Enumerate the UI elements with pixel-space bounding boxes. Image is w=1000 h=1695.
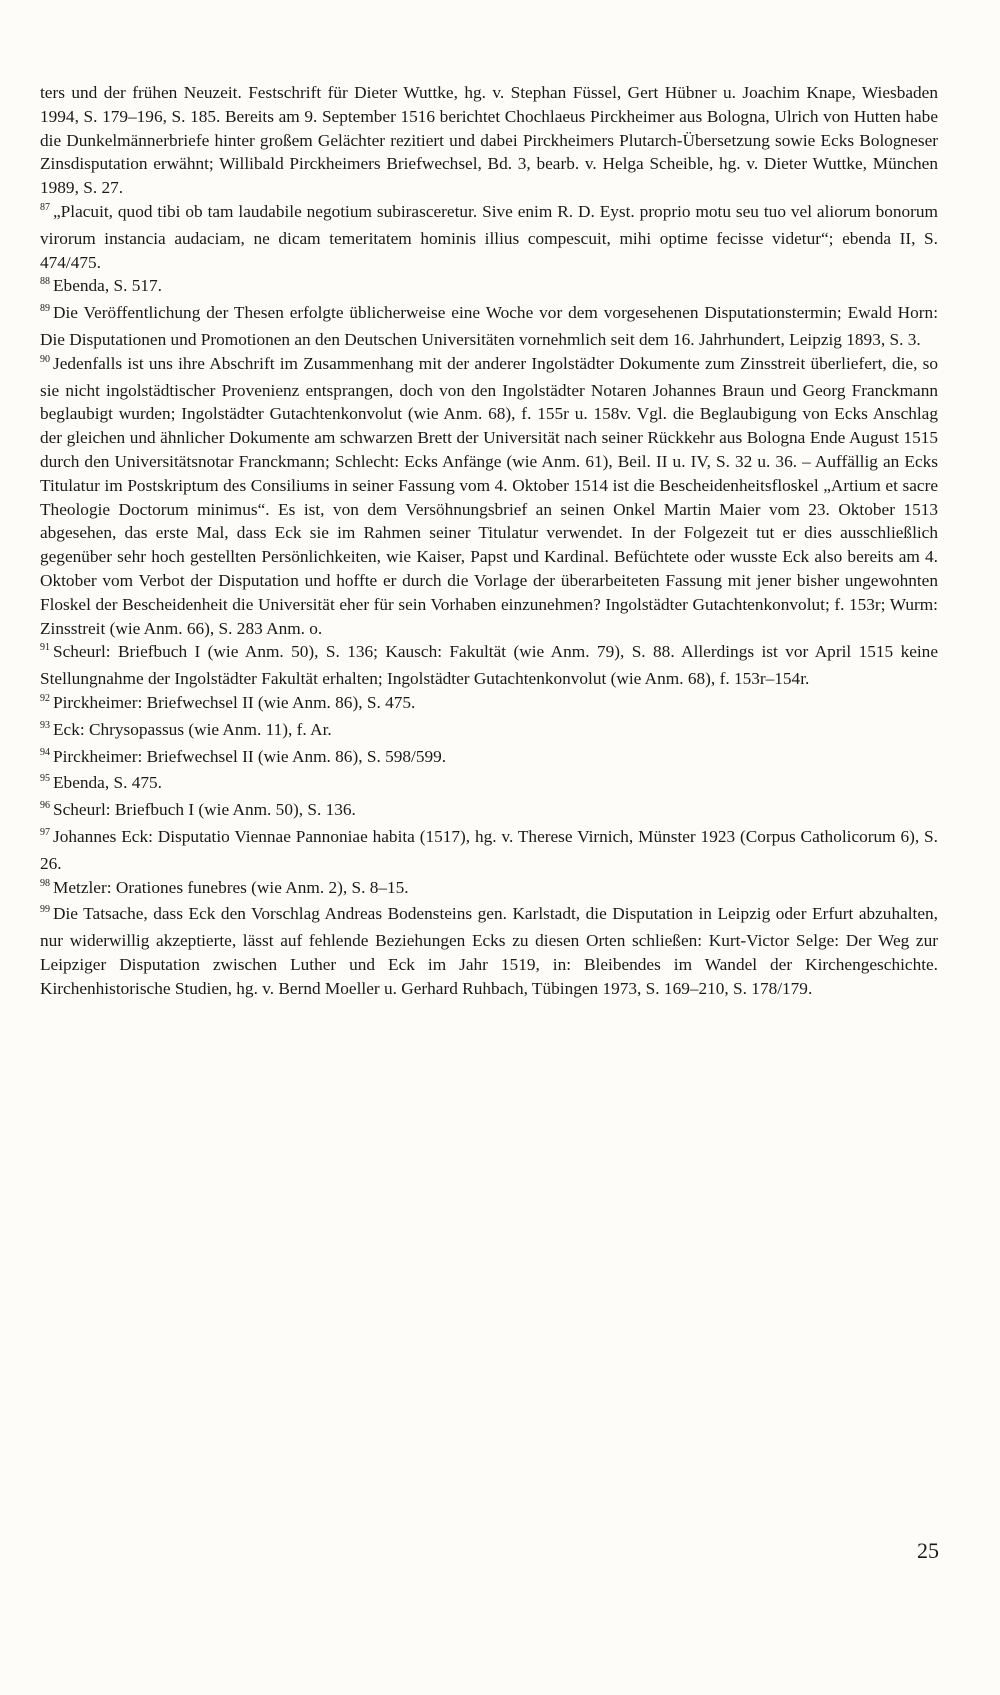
footnote-95 bbox=[40, 771, 938, 798]
footnotes-block bbox=[40, 81, 938, 1000]
footnote-number: 89 bbox=[40, 303, 50, 315]
footnote-number: 90 bbox=[40, 353, 50, 365]
footnote-text: Ebenda, S. 475. bbox=[53, 773, 162, 793]
footnote-text: Eck: Chrysopassus (wie Anm. 11), f. Ar. bbox=[53, 719, 332, 739]
footnote-96 bbox=[40, 798, 938, 825]
footnote-number: 87 bbox=[40, 201, 50, 213]
page-number: 25 bbox=[917, 1538, 939, 1563]
footnote-text: Die Tatsache, dass Eck den Vorschlag Andreas Bodensteins gen. Karlstadt, die Disputation in Leipzig oder Erfurt abzuhalten, nur widerwillig akzeptierte, lässt auf fehlende Beziehungen Ecks zu diesen Orten schließen: Kurt-Victor Selge: Der Weg zur Leipziger Disputation zwischen Luther und Eck im Jahr 1519, in: Bleibendes im Wandel der Kirchengeschichte. Kirchenhistorische Studien, hg. v. Bernd Moeller u. Gerhard Ruhbach, Tübingen 1973, S. 169–210, S. 178/179. bbox=[40, 904, 938, 998]
footnote-text: Scheurl: Briefbuch I (wie Anm. 50), S. 136. bbox=[53, 800, 356, 820]
footnote-number: 88 bbox=[40, 276, 50, 288]
footnote-text: Pirckheimer: Briefwechsel II (wie Anm. 86), S. 475. bbox=[53, 692, 416, 712]
footnote-94 bbox=[40, 745, 938, 772]
footnote-text: „Placuit, quod tibi ob tam laudabile negotium subirasceretur. Sive enim R. D. Eyst. proprio motu seu tuo vel aliorum bonorum virorum instancia audaciam, ne dicam temeritatem hominis illius compescuit, mihi optime fecisse videtur“; ebenda II, S. 474/475. bbox=[40, 201, 938, 272]
footnote-number: 96 bbox=[40, 800, 50, 812]
footnote-92 bbox=[40, 691, 938, 718]
footnote-number: 93 bbox=[40, 719, 50, 731]
footnote-97 bbox=[40, 825, 938, 876]
footnote-text: ters und der frühen Neuzeit. Festschrift für Dieter Wuttke, hg. v. Stephan Füssel, Gert Hübner u. Joachim Knape, Wiesbaden 1994, S. 179–196, S. 185. Bereits am 9. September 1516 berichtet Chochlaeus Pirckheimer aus Bologna, Ulrich von Hutten habe die Dunkelmännerbriefe hinter großem Gelächter rezitiert und dabei Pirckheimers Plutarch-Übersetzung sowie Ecks Bologneser Zinsdisputation erwähnt; Willibald Pirckheimers Briefwechsel, Bd. 3, bearb. v. Helga Scheible, hg. v. Dieter Wuttke, München 1989, S. 27. bbox=[40, 83, 938, 198]
footnote-99 bbox=[40, 902, 938, 1000]
footnote-number: 91 bbox=[40, 642, 50, 654]
footnote-text: Die Veröffentlichung der Thesen erfolgte üblicherweise eine Woche vor dem vorgesehenen Disputationstermin; Ewald Horn: Die Disputationen und Promotionen an den Deutschen Universitäten vornehmlich seit dem 16. Jahrhundert, Leipzig 1893, S. 3. bbox=[40, 303, 938, 349]
footnote-87 bbox=[40, 200, 938, 274]
footnote-number: 94 bbox=[40, 746, 50, 758]
footnote-text: Scheurl: Briefbuch I (wie Anm. 50), S. 136; Kausch: Fakultät (wie Anm. 79), S. 88. Allerdings ist vor April 1515 keine Stellungnahme der Ingolstädter Fakultät erhalten; Ingolstädter Gutachtenkonvolut (wie Anm. 68), f. 153r–154r. bbox=[40, 642, 938, 689]
footnote-93 bbox=[40, 718, 938, 745]
footnote-text: Ebenda, S. 517. bbox=[53, 276, 162, 296]
footnote-continuation bbox=[40, 81, 938, 200]
footnote-number: 98 bbox=[40, 877, 50, 889]
footnote-text: Johannes Eck: Disputatio Viennae Pannoniae habita (1517), hg. v. Therese Virnich, Münster 1923 (Corpus Catholicorum 6), S. 26. bbox=[40, 826, 938, 873]
footnote-89 bbox=[40, 301, 938, 352]
footnote-number: 97 bbox=[40, 826, 50, 838]
footnote-88 bbox=[40, 274, 938, 301]
footnote-98 bbox=[40, 876, 938, 903]
footnote-number: 92 bbox=[40, 692, 50, 704]
footnote-text: Metzler: Orationes funebres (wie Anm. 2), S. 8–15. bbox=[53, 877, 409, 897]
footnote-text: Pirckheimer: Briefwechsel II (wie Anm. 86), S. 598/599. bbox=[53, 746, 447, 766]
footnote-text: Jedenfalls ist uns ihre Abschrift im Zusammenhang mit der anderer Ingolstädter Dokumente zum Zinsstreit überliefert, die, so sie nicht ingolstädtischer Provenienz entsprangen, doch von den Ingolstädter Notaren Johannes Braun und Georg Franckmann beglaubigt wurden; Ingolstädter Gutachtenkonvolut (wie Anm. 68), f. 155r u. 158v. Vgl. die Beglaubigung von Ecks Anschlag der gleichen und ähnlicher Dokumente am schwarzen Brett der Universität nach seiner Rückkehr aus Bologna Ende August 1515 durch den Universitätsnotar Franckmann; Schlecht: Ecks Anfänge (wie Anm. 61), Beil. II u. IV, S. 32 u. 36. – Auffällig an Ecks Titulatur im Postskriptum des Consiliums in seiner Fassung vom 4. Oktober 1514 ist die Bescheidenheitsfloskel „Artium et sacre Theologie Doctorum minimus“. Es ist, von dem Versöhnungsbrief an seinen Onkel Martin Maier vom 23. Oktober 1513 abgesehen, das erste Mal, dass Eck sie im Rahmen seiner Titulatur verwendet. In der Folgezeit tut er dies ausschließlich gegenüber sehr hoch gestellten Persönlichkeiten, wie Kaiser, Papst und Kardinal. Befüchtete oder wusste Eck also bereits am 4. Oktober vom Verbot der Disputation und hoffte er durch die Vorlage der überarbeiteten Fassung mit jener bisher ungewohnten Floskel der Bescheidenheit die Universität eher für sein Vorhaben einzunehmen? Ingolstädter Gutachtenkonvolut; f. 153r; Wurm: Zinsstreit (wie Anm. 66), S. 283 Anm. o. bbox=[40, 353, 938, 638]
footnote-90 bbox=[40, 352, 938, 641]
footnote-number: 99 bbox=[40, 904, 50, 916]
footnote-91 bbox=[40, 640, 938, 691]
footnote-number: 95 bbox=[40, 773, 50, 785]
